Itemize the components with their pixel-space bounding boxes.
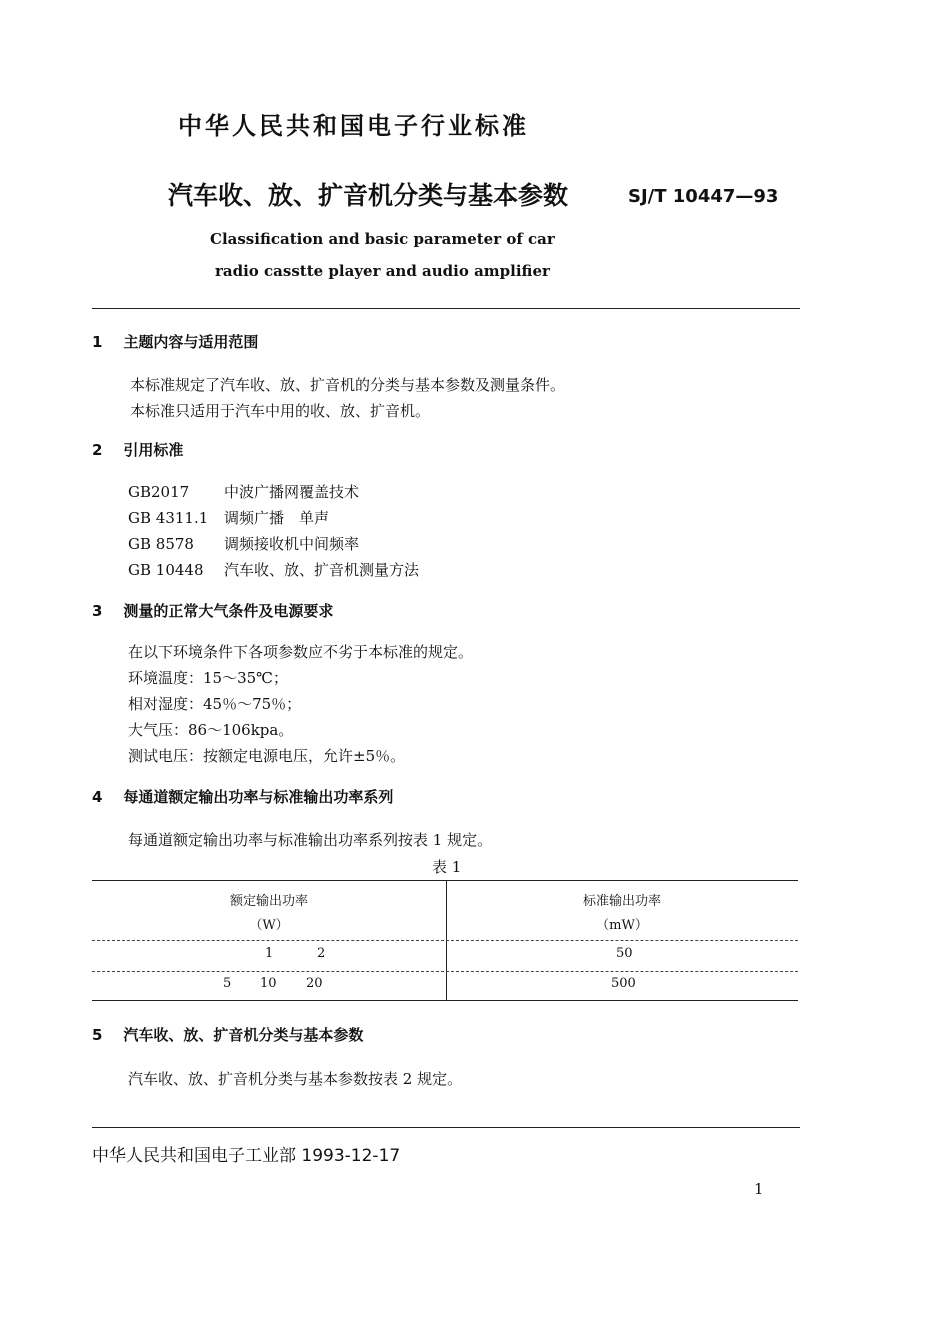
- rated-value: 2: [317, 946, 326, 961]
- reference-item: [128, 559, 419, 580]
- section-number: 3: [92, 602, 103, 620]
- column-header-rated-power: [92, 890, 446, 938]
- page-number: 1: [754, 1180, 764, 1198]
- table-row-rule: [92, 971, 798, 972]
- table-caption: 表 1: [432, 858, 462, 876]
- issuer: [92, 1141, 400, 1166]
- section-title: 主题内容与适用范围: [123, 333, 259, 351]
- paragraph: 大气压：86～106kpa。: [128, 721, 294, 739]
- section-number: 2: [92, 441, 103, 459]
- reference-name: 调频广播 单声: [224, 509, 330, 527]
- section-3-heading: [92, 600, 333, 621]
- section-title: 引用标准: [123, 441, 184, 459]
- column-header-label: 标准输出功率: [582, 894, 661, 909]
- paragraph: 相对湿度：45％～75％；: [128, 695, 302, 713]
- rated-value: 1: [265, 946, 274, 961]
- paragraph: 在以下环境条件下各项参数应不劣于本标准的规定。: [128, 643, 474, 661]
- table-row: [92, 946, 798, 970]
- table-header-rule: [92, 940, 798, 941]
- reference-item: [128, 481, 359, 502]
- section-2-heading: [92, 439, 183, 460]
- section-title: 每通道额定输出功率与标准输出功率系列: [123, 788, 394, 806]
- paragraph: 本标准只适用于汽车中用的收、放、扩音机。: [130, 402, 431, 420]
- section-number: 5: [92, 1026, 103, 1044]
- table-bottom-rule: [92, 1000, 798, 1001]
- section-title: 汽车收、放、扩音机分类与基本参数: [123, 1026, 364, 1044]
- reference-name: 汽车收、放、扩音机测量方法: [224, 561, 420, 579]
- paragraph: 测试电压：按额定电源电压，允许±5％。: [128, 747, 406, 765]
- doc-title: 汽车收、放、扩音机分类与基本参数: [168, 181, 569, 210]
- table-row: [92, 976, 798, 1000]
- header-divider: [92, 308, 800, 309]
- reference-code: GB 10448: [128, 561, 204, 579]
- reference-name: 中波广播网覆盖技术: [224, 483, 360, 501]
- reference-name: 调频接收机中间频率: [224, 535, 360, 553]
- paragraph: 汽车收、放、扩音机分类与基本参数按表 2 规定。: [128, 1070, 463, 1088]
- column-header-unit: （W）: [249, 918, 289, 933]
- english-title-line1: Classification and basic parameter of car: [210, 230, 555, 248]
- reference-item: [128, 507, 329, 528]
- column-header-unit: （mW）: [596, 918, 648, 933]
- reference-code: GB2017: [128, 483, 190, 501]
- section-5-heading: [92, 1024, 363, 1045]
- reference-code: GB 8578: [128, 535, 194, 553]
- rated-value: 5: [223, 976, 232, 991]
- doc-code: SJ/T 10447—93: [628, 186, 779, 207]
- section-number: 4: [92, 788, 103, 806]
- column-header-label: 额定输出功率: [229, 894, 308, 909]
- issuer-name: 中华人民共和国电子工业部: [92, 1146, 296, 1166]
- section-1-heading: [92, 331, 258, 352]
- section-4-heading: [92, 786, 393, 807]
- paragraph: 每通道额定输出功率与标准输出功率系列按表 1 规定。: [128, 831, 493, 849]
- issue-date: 1993-12-17: [301, 1146, 401, 1166]
- paragraph: 本标准规定了汽车收、放、扩音机的分类与基本参数及测量条件。: [130, 376, 566, 394]
- rated-value: 10: [260, 976, 277, 991]
- table-top-rule: [92, 880, 798, 881]
- rated-value: 20: [306, 976, 323, 991]
- section-title: 测量的正常大气条件及电源要求: [123, 602, 334, 620]
- org-title: 中华人民共和国电子行业标准: [178, 112, 529, 140]
- column-header-standard-power: [446, 890, 798, 938]
- paragraph: 环境温度：15～35℃；: [128, 669, 288, 687]
- reference-item: [128, 533, 359, 554]
- standard-value: 500: [611, 976, 636, 991]
- reference-code: GB 4311.1: [128, 509, 209, 527]
- standard-value: 50: [616, 946, 633, 961]
- section-number: 1: [92, 333, 103, 351]
- footer-divider: [92, 1127, 800, 1128]
- english-title-line2: radio casstte player and audio amplifier: [215, 262, 550, 280]
